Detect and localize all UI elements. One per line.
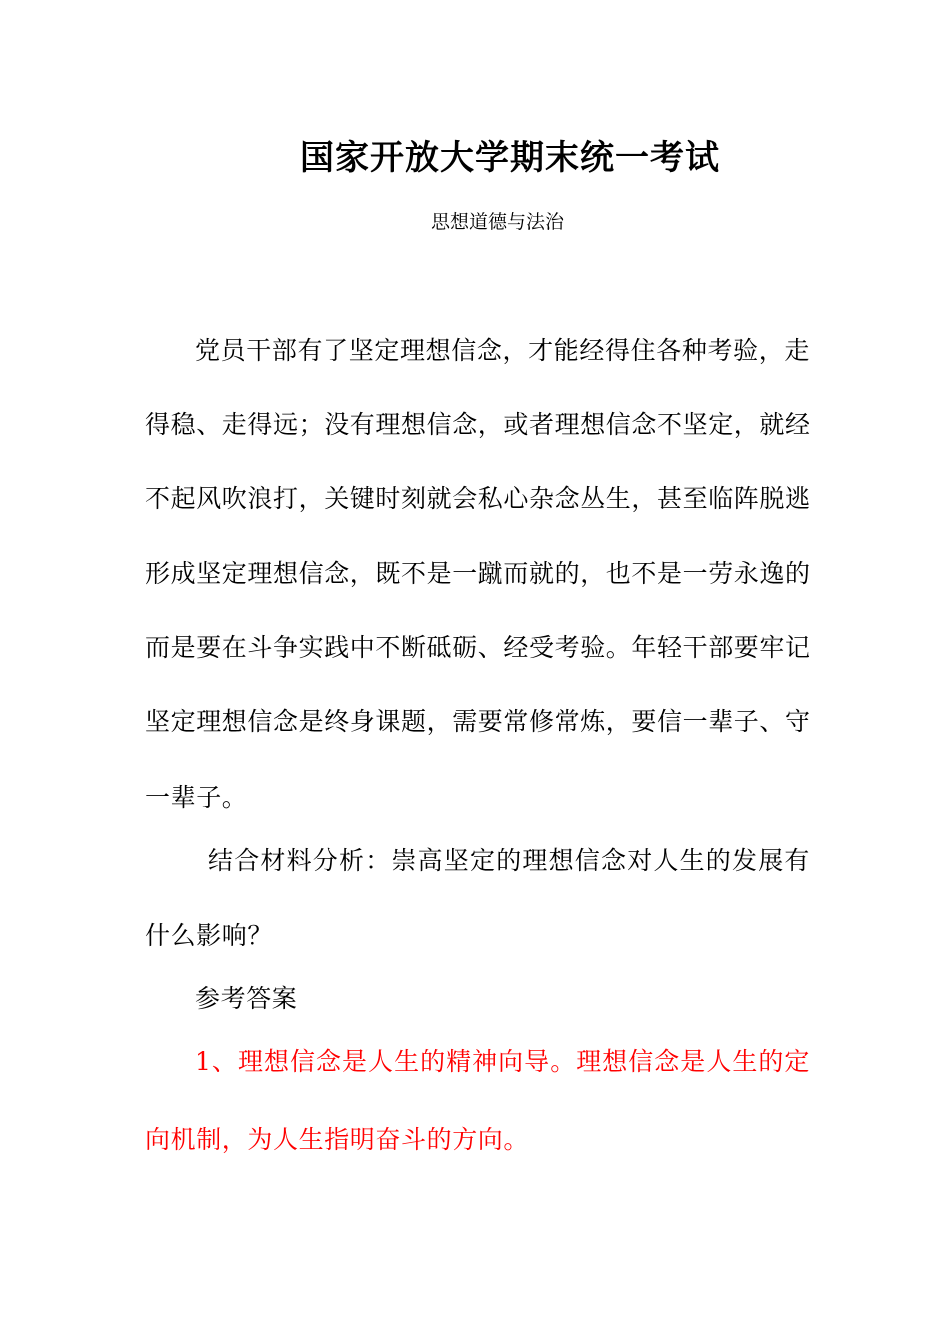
material-line: 一辈子。 (145, 783, 248, 812)
material-line: 党员干部有了坚定理想信念，才能经得住各种考验，走 (195, 336, 810, 365)
material-line: 形成坚定理想信念，既不是一蹴而就的，也不是一劳永逸的 (145, 559, 811, 588)
answer-heading: 参考答案 (195, 984, 298, 1013)
material-line: 而是要在斗争实践中不断砥砺、经受考验。年轻干部要牢记 (145, 633, 811, 662)
course-subtitle: 思想道德与法治 (430, 211, 564, 233)
question-line: 什么影响？ (145, 921, 274, 950)
question-line: 结合材料分析：崇高坚定的理想信念对人生的发展有 (208, 846, 810, 875)
material-line: 不起风吹浪打，关键时刻就会私心杂念丛生，甚至临阵脱逃 (145, 484, 811, 513)
answer-line: 1、理想信念是人生的精神向导。理想信念是人生的定 (195, 1047, 810, 1076)
material-line: 得稳、走得远；没有理想信念，或者理想信念不坚定，就经 (145, 410, 811, 439)
exam-title: 国家开放大学期末统一考试 (300, 138, 720, 178)
material-line: 坚定理想信念是终身课题，需要常修常炼，要信一辈子、守 (145, 707, 811, 736)
answer-line: 向机制，为人生指明奋斗的方向。 (145, 1125, 530, 1154)
